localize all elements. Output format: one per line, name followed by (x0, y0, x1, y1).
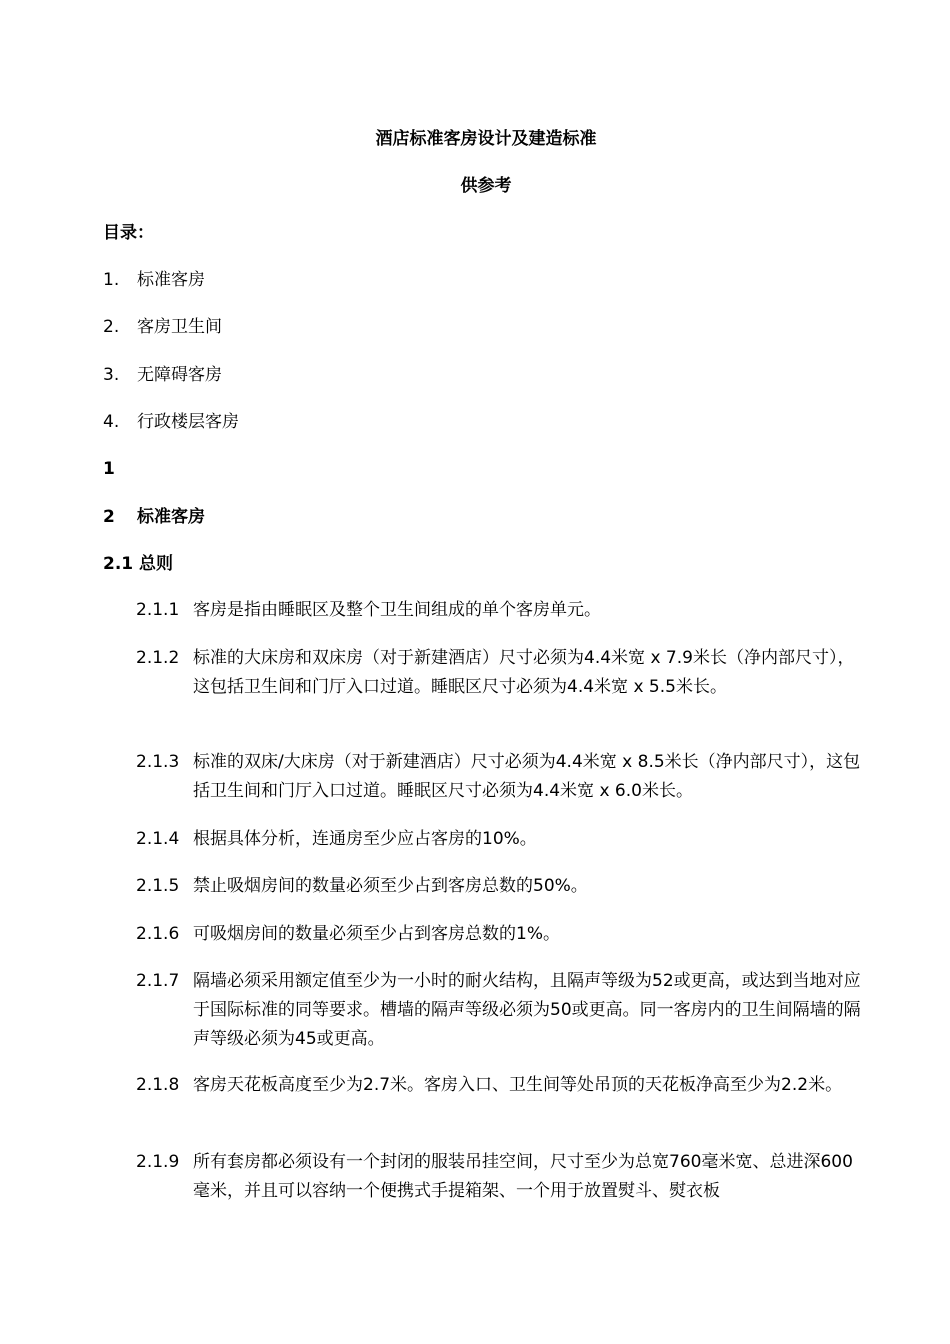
clause-number: 2.1.7 (136, 971, 180, 991)
toc-item-label: 行政楼层客房 (137, 412, 239, 432)
toc-item (103, 412, 239, 432)
clause-number: 2.1.8 (136, 1075, 180, 1095)
clause-number: 2.1.1 (136, 600, 180, 620)
clause-number: 2.1.5 (136, 876, 180, 896)
toc-item (103, 317, 222, 337)
section-heading-number: 2 (103, 507, 115, 527)
clause-number: 2.1.4 (136, 829, 180, 849)
clause-text: 所有套房都必须设有一个封闭的服装吊挂空间，尺寸至少为总宽760毫米宽、总进深600毫米，并且可以容纳一个便携式手提箱架、一个用于放置熨斗、熨衣板 (193, 1152, 853, 1201)
clause-text: 客房是指由睡眠区及整个卫生间组成的单个客房单元。 (193, 600, 601, 620)
toc-item (103, 270, 205, 290)
toc-item-label: 无障碍客房 (137, 365, 222, 385)
clause-2-1-5 (136, 872, 868, 901)
clause-text: 标准的双床/大床房（对于新建酒店）尺寸必须为4.4米宽 x 8.5米长（净内部尺寸），这包括卫生间和门厅入口过道。睡眠区尺寸必须为4.4米宽 x 6.0米长。 (193, 752, 861, 801)
clause-text: 客房天花板高度至少为2.7米。客房入口、卫生间等处吊顶的天花板净高至少为2.2米。 (193, 1075, 843, 1095)
clause-text: 根据具体分析，连通房至少应占客房的10%。 (193, 829, 537, 849)
clause-2-1-1 (136, 596, 868, 625)
toc-heading: 目录： (103, 223, 154, 243)
toc-item-label: 标准客房 (137, 270, 205, 290)
document-subtitle: 供参考 (460, 176, 512, 196)
section-heading-2 (103, 507, 205, 527)
clause-text: 禁止吸烟房间的数量必须至少占到客房总数的50%。 (193, 876, 588, 896)
toc-item-number: 2. (103, 317, 120, 337)
toc-item-number: 1. (103, 270, 120, 290)
toc-item-label: 客房卫生间 (137, 317, 222, 337)
section-heading-2-1: 2.1 总则 (103, 554, 174, 574)
clause-2-1-4 (136, 825, 868, 854)
clause-text: 隔墙必须采用额定值至少为一小时的耐火结构，且隔声等级为52或更高，或达到当地对应于国际标准的同等要求。槽墙的隔声等级必须为50或更高。同一客房内的卫生间隔墙的隔声等级必须为45或更高。 (193, 971, 861, 1049)
clause-number: 2.1.6 (136, 924, 180, 944)
clause-2-1-9 (136, 1148, 868, 1206)
clause-2-1-7 (136, 967, 868, 1054)
section-number-1: 1 (103, 459, 115, 479)
clause-number: 2.1.3 (136, 752, 180, 772)
document-title: 酒店标准客房设计及建造标准 (375, 129, 597, 149)
toc-item-number: 4. (103, 412, 120, 432)
clause-2-1-8 (136, 1071, 868, 1100)
clause-2-1-3 (136, 748, 868, 806)
clause-2-1-6 (136, 920, 868, 949)
clause-number: 2.1.2 (136, 648, 180, 668)
clause-number: 2.1.9 (136, 1152, 180, 1172)
toc-item-number: 3. (103, 365, 120, 385)
clause-2-1-2 (136, 644, 868, 702)
clause-text: 可吸烟房间的数量必须至少占到客房总数的1%。 (193, 924, 560, 944)
clause-text: 标准的大床房和双床房（对于新建酒店）尺寸必须为4.4米宽 x 7.9米长（净内部尺寸），这包括卫生间和门厅入口过道。睡眠区尺寸必须为4.4米宽 x 5.5米长。 (193, 648, 855, 697)
section-heading-label: 标准客房 (137, 507, 205, 527)
toc-item (103, 365, 222, 385)
